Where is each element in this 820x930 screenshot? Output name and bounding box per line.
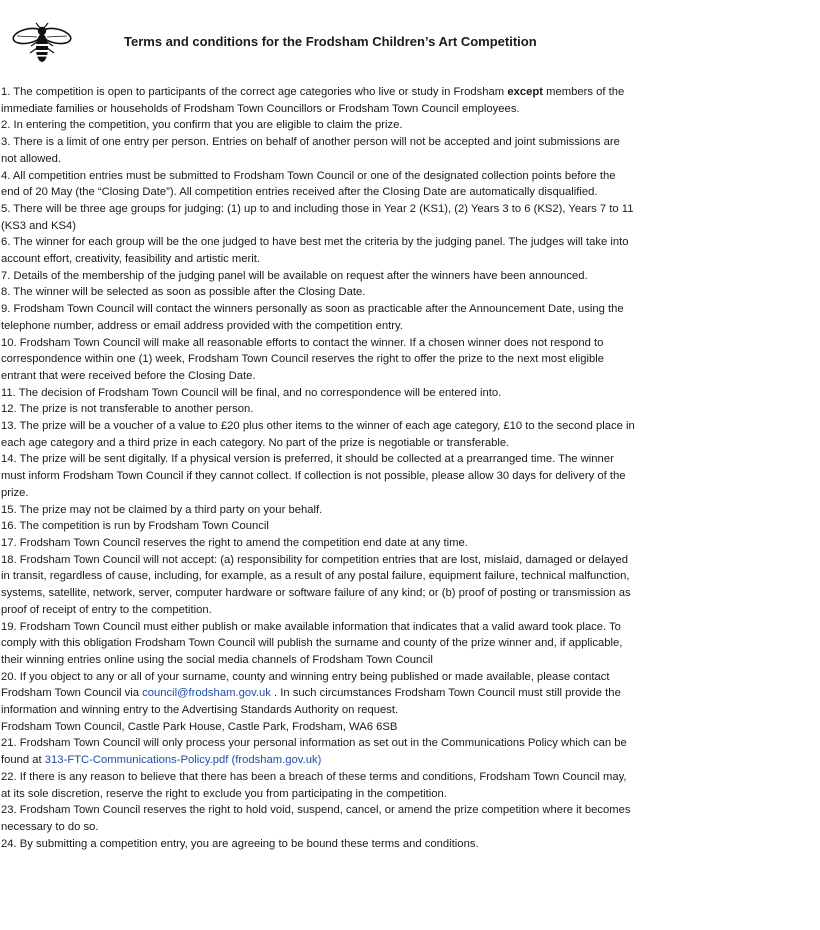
term-1-emphasis: except: [507, 86, 543, 98]
term-20-text-start: 20. If you object to any or all of your surname, county and winning entry being published or made available, please contact Frodsham Town Council via: [1, 670, 610, 700]
term-15: 15. The prize may not be claimed by a third party on your behalf.: [1, 503, 323, 516]
term-6: 6. The winner for each group will be the one judged to have best met the criteria by the judging panel. The judges will take into account effort, creativity, feasibility and artistic merit.: [1, 236, 629, 266]
term-16: 16. The competition is run by Frodsham Town Council: [1, 520, 269, 533]
term-24: 24. By submitting a competition entry, you are agreeing to be bound these terms and conditions.: [1, 837, 479, 850]
bee-icon: [12, 22, 72, 66]
council-address: Frodsham Town Council, Castle Park House, Castle Park, Frodsham, WA6 6SB: [1, 720, 398, 733]
term-21: [1, 735, 637, 768]
council-email-link[interactable]: council@frodsham.gov.uk: [142, 687, 271, 700]
term-1-text-start: 1. The competition is open to participants of the correct age categories who live or study in Frodsham: [1, 86, 508, 98]
term-4: 4. All competition entries must be submitted to Frodsham Town Council or one of the designated collection points before the end of 20 May (the “Closing Date”). All competition entries received after the Closing Date are automatically disqualified.: [1, 169, 616, 199]
term-11: 11. The decision of Frodsham Town Council will be final, and no correspondence will be entered into.: [1, 386, 502, 399]
term-2: 2. In entering the competition, you confirm that you are eligible to claim the prize.: [1, 119, 403, 132]
term-23: 23. Frodsham Town Council reserves the right to hold void, suspend, cancel, or amend the prize competition where it becomes necessary to do so.: [1, 804, 631, 833]
term-10: 10. Frodsham Town Council will make all reasonable efforts to contact the winner. If a chosen winner does not respond to correspondence within one (1) week, Frodsham Town Council reserves the right to offer the prize to the next most eligible entrant that were received before the Closing Date.: [1, 336, 605, 382]
term-3: 3. There is a limit of one entry per person. Entries on behalf of another person will not be accepted and joint submissions are not allowed.: [1, 136, 620, 165]
term-14: 14. The prize will be sent digitally. If a physical version is preferred, it should be collected at a prearranged time. The winner must inform Frodsham Town Council if they cannot collect. If collection is not possible, please allow 30 days for delivery of the prize.: [1, 453, 626, 499]
term-5: 5. There will be three age groups for judging: (1) up to and including those in Year 2 (KS1), (2) Years 3 to 6 (KS2), Years 7 to 11 (KS3 and KS4): [1, 202, 634, 232]
terms-list: [1, 84, 637, 852]
term-8: 8. The winner will be selected as soon as possible after the Closing Date.: [1, 286, 366, 299]
term-18: 18. Frodsham Town Council will not accept: (a) responsibility for competition entries that are lost, mislaid, damaged or delayed in transit, regardless of cause, including, for example, as a result of any postal failure, equipment failure, technical malfunction, systems, satellite, network, server, computer hardware or software failure of any kind; or (b) proof of posting or transmission as proof of receipt of entry to the competition.: [1, 553, 631, 616]
term-20-text-end: . In such circumstances Frodsham Town Council must still provide the information and winning entry to the Advertising Standards Authority on request.: [1, 687, 621, 717]
term-20: [1, 669, 637, 719]
term-12: 12. The prize is not transferable to another person.: [1, 403, 254, 416]
term-17: 17. Frodsham Town Council reserves the right to amend the competition end date at any time.: [1, 536, 468, 549]
term-21-text: 21. Frodsham Town Council will only process your personal information as set out in the Communications Policy which can be found at: [1, 737, 627, 767]
term-22: 22. If there is any reason to believe that there has been a breach of these terms and conditions, Frodsham Town Council may, at its sole discretion, reserve the right to exclude you from participating in the competition.: [1, 770, 627, 800]
document-header: [0, 0, 820, 80]
document-title: Terms and conditions for the Frodsham Children’s Art Competition: [124, 34, 537, 49]
term-1: [1, 84, 637, 117]
term-9: 9. Frodsham Town Council will contact the winners personally as soon as practicable after the Announcement Date, using the telephone number, address or email address provided with the competition entry.: [1, 303, 624, 332]
communications-policy-link[interactable]: 313-FTC-Communications-Policy.pdf (frodsham.gov.uk): [44, 754, 322, 767]
term-13: 13. The prize will be a voucher of a value to £20 plus other items to the winner of each age category, £10 to the second place in each age category and a third prize in each category. No part of the prize is negotiable or transferable.: [1, 420, 635, 449]
term-7: 7. Details of the membership of the judging panel will be available on request after the winners have been announced.: [1, 269, 588, 282]
term-19: 19. Frodsham Town Council must either publish or make available information that indicates that a valid award took place. To comply with this obligation Frodsham Town Council will publish the surname and county of the prize winner and, if applicable, their winning entries online using the social media channels of Frodsham Town Council: [1, 620, 623, 666]
term-1-text-end: members of the immediate families or households of Frodsham Town Councillors or Frodsham Town Council employees.: [1, 86, 625, 115]
